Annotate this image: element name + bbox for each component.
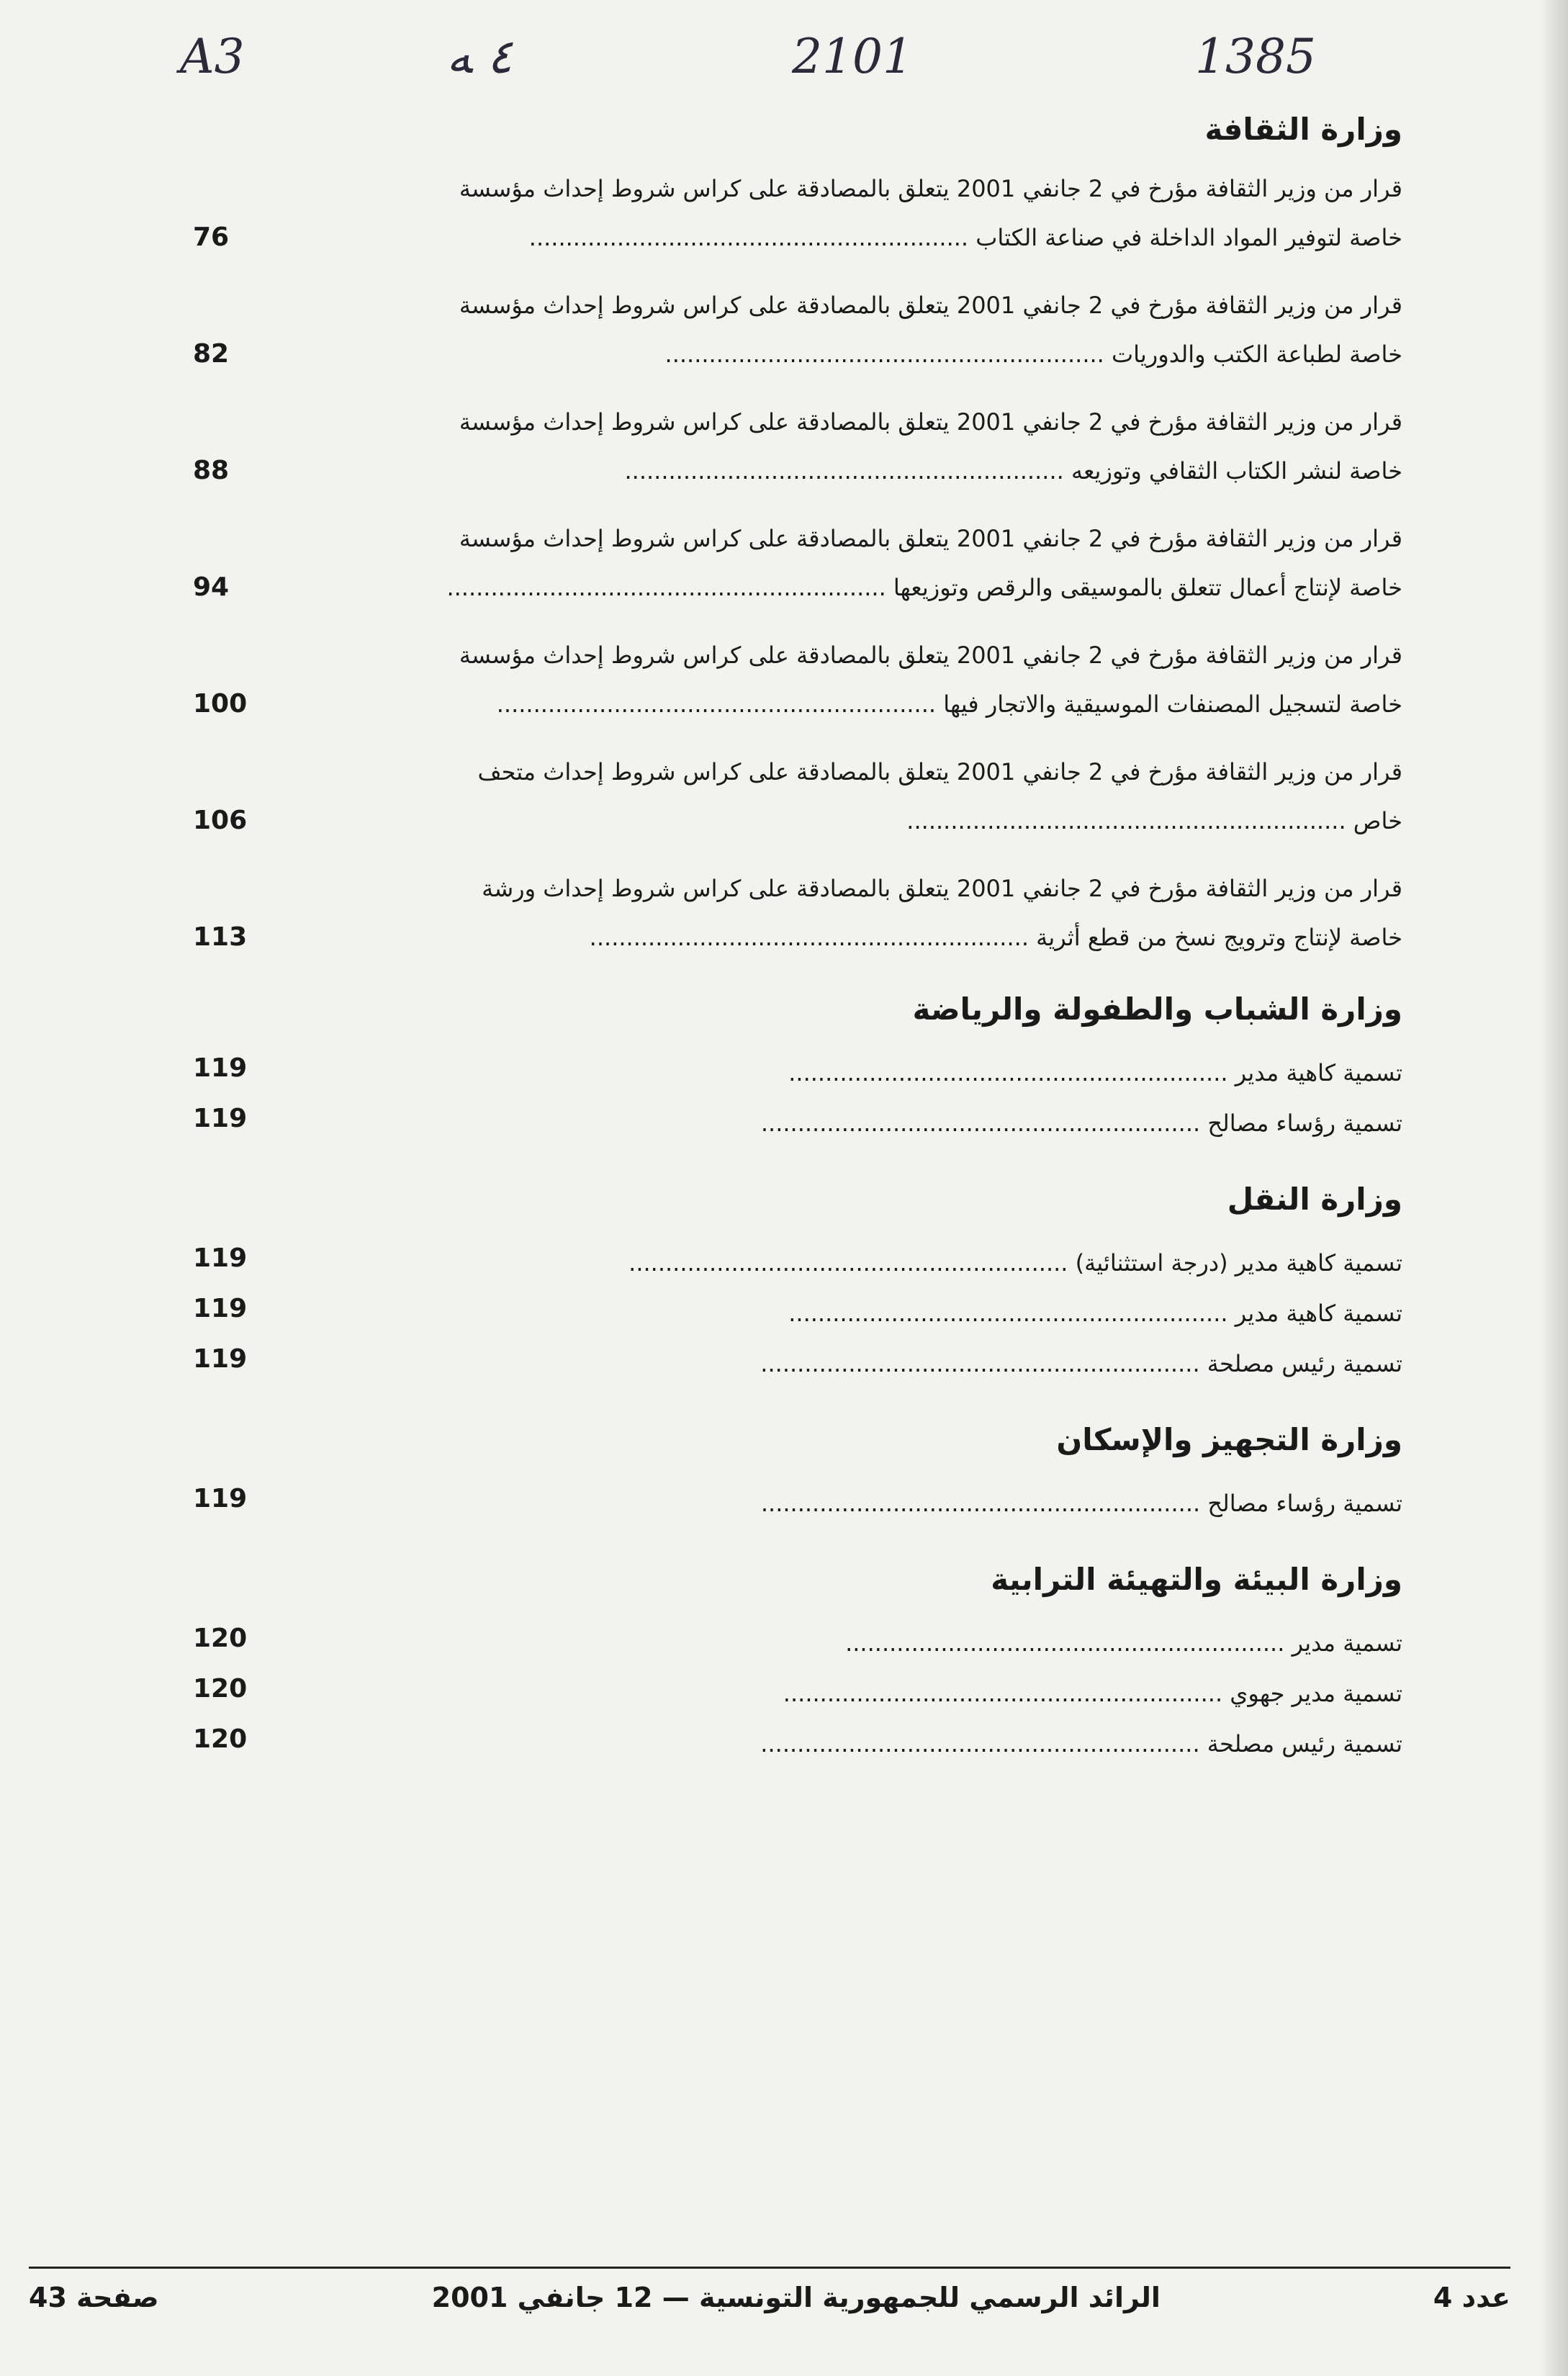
section-title: وزارة الشباب والطفولة والرياضة bbox=[912, 991, 1402, 1027]
toc-entry-text bbox=[359, 514, 1402, 612]
toc-entry bbox=[193, 514, 1402, 612]
toc-entry bbox=[193, 397, 1402, 495]
dot-leader: ............................................................ bbox=[906, 807, 1353, 834]
toc-entry bbox=[193, 1475, 1402, 1524]
toc-entry-line1: قرار من وزير الثقافة مؤرخ في 2 جانفي 2001 يتعلق بالمصادقة على كراس شروط إحداث مؤسسة bbox=[459, 525, 1402, 552]
toc-entry-text bbox=[359, 1724, 1402, 1764]
toc-entry-text bbox=[359, 747, 1402, 845]
toc-entry-text bbox=[359, 1103, 1402, 1143]
toc-entry-line2 bbox=[359, 563, 1402, 612]
toc-entry-caption: خاصة لإنتاج أعمال تتعلق بالموسيقى والرقص وتوزيعها bbox=[893, 574, 1402, 601]
table-of-contents bbox=[193, 108, 1402, 1765]
toc-entry-line2 bbox=[359, 1623, 1402, 1663]
toc-page-number: 120 bbox=[193, 1724, 248, 1754]
toc-entry bbox=[193, 1284, 1402, 1333]
dot-leader: ............................................................ bbox=[589, 924, 1037, 951]
toc-page-number: 119 bbox=[193, 1053, 248, 1083]
dot-leader: ............................................................ bbox=[760, 1350, 1207, 1377]
toc-entry-line2 bbox=[359, 213, 1402, 262]
toc-page-number: 94 bbox=[193, 572, 230, 602]
toc-entry bbox=[193, 1234, 1402, 1283]
toc-entry-line1: قرار من وزير الثقافة مؤرخ في 2 جانفي 2001 يتعلق بالمصادقة على كراس شروط إحداث مؤسسة bbox=[459, 292, 1402, 319]
dot-leader: ............................................................ bbox=[664, 341, 1112, 368]
toc-entry bbox=[193, 1094, 1402, 1143]
toc-entry-line2 bbox=[359, 680, 1402, 729]
toc-entry-caption: خاصة لتسجيل المصنفات الموسيقية والاتجار فيها bbox=[943, 690, 1402, 718]
dot-leader: ............................................................ bbox=[783, 1680, 1230, 1707]
toc-entry-text bbox=[359, 1344, 1402, 1384]
toc-entry-caption: تسمية مدير bbox=[1292, 1629, 1402, 1657]
toc-entry-text bbox=[359, 1053, 1402, 1093]
section-gap bbox=[193, 981, 1402, 988]
toc-entry-text bbox=[359, 1243, 1402, 1283]
dot-leader: ............................................................ bbox=[788, 1059, 1235, 1086]
dot-leader: ............................................................ bbox=[496, 690, 944, 718]
toc-entry-line2 bbox=[359, 1053, 1402, 1093]
toc-page-number: 119 bbox=[193, 1294, 248, 1323]
toc-entry-text bbox=[359, 397, 1402, 495]
toc-entry-line1: قرار من وزير الثقافة مؤرخ في 2 جانفي 2001 يتعلق بالمصادقة على كراس شروط إحداث مؤسسة bbox=[459, 642, 1402, 669]
toc-entry-text bbox=[359, 1623, 1402, 1663]
toc-entry-line1: قرار من وزير الثقافة مؤرخ في 2 جانفي 2001 يتعلق بالمصادقة على كراس شروط إحداث متحف bbox=[477, 758, 1402, 786]
toc-entry-line2 bbox=[359, 1293, 1402, 1333]
toc-entry-line2 bbox=[359, 1483, 1402, 1524]
toc-entry-text bbox=[359, 1673, 1402, 1714]
toc-page-number: 120 bbox=[193, 1624, 248, 1653]
toc-entry-text bbox=[359, 164, 1402, 262]
section-title: وزارة الثقافة bbox=[1204, 112, 1402, 147]
toc-entry-line2 bbox=[359, 446, 1402, 495]
toc-entry-text bbox=[359, 1293, 1402, 1333]
toc-entry-text bbox=[359, 281, 1402, 379]
handwritten-note-mid: 2101 bbox=[792, 29, 913, 84]
footer-title: الرائد الرسمي للجمهورية التونسية — 12 جانفي 2001 bbox=[431, 2282, 1161, 2313]
toc-entry-caption: خاصة لطباعة الكتب والدوريات bbox=[1112, 341, 1402, 368]
footer-issue: عدد 4 bbox=[1433, 2282, 1510, 2313]
toc-entry bbox=[193, 631, 1402, 729]
toc-entry-caption: تسمية مدير جهوي bbox=[1230, 1680, 1402, 1707]
toc-page-number: 88 bbox=[193, 456, 230, 485]
section-gap bbox=[193, 1385, 1402, 1418]
section-gap bbox=[193, 1525, 1402, 1558]
toc-page-number: 119 bbox=[193, 1243, 248, 1273]
dot-leader: ............................................................ bbox=[624, 457, 1071, 485]
handwritten-note-right: 1385 bbox=[1195, 29, 1316, 84]
toc-entry-caption: خاص bbox=[1353, 807, 1402, 834]
toc-entry-line2 bbox=[359, 1724, 1402, 1764]
toc-entry-caption: خاصة لتوفير المواد الداخلة في صناعة الكتاب bbox=[976, 224, 1402, 251]
toc-entry bbox=[193, 1614, 1402, 1663]
toc-page-number: 119 bbox=[193, 1104, 248, 1133]
dot-leader: ............................................................ bbox=[845, 1629, 1292, 1657]
toc-entry-line2 bbox=[359, 796, 1402, 845]
toc-entry-text bbox=[359, 864, 1402, 962]
toc-entry-caption: خاصة لإنتاج وترويج نسخ من قطع أثرية bbox=[1036, 924, 1402, 951]
toc-page-number: 76 bbox=[193, 222, 230, 252]
toc-entry-caption: تسمية رئيس مصلحة bbox=[1207, 1730, 1402, 1758]
toc-entry-line1: قرار من وزير الثقافة مؤرخ في 2 جانفي 2001 يتعلق بالمصادقة على كراس شروط إحداث ورشة bbox=[482, 875, 1402, 902]
toc-entry bbox=[193, 1715, 1402, 1764]
toc-entry-caption: تسمية كاهية مدير (درجة استثنائية) bbox=[1075, 1249, 1402, 1277]
toc-entry bbox=[193, 747, 1402, 845]
section-title: وزارة البيئة والتهيئة الترابية bbox=[991, 1562, 1402, 1597]
dot-leader: ............................................................ bbox=[760, 1730, 1207, 1758]
toc-entry bbox=[193, 164, 1402, 262]
toc-entry bbox=[193, 864, 1402, 962]
toc-page-number: 113 bbox=[193, 922, 248, 952]
toc-entry-caption: تسمية رؤساء مصالح bbox=[1207, 1110, 1402, 1137]
toc-entry-caption: خاصة لنشر الكتاب الثقافي وتوزيعه bbox=[1071, 457, 1402, 485]
page-footer bbox=[29, 2267, 1510, 2313]
toc-entry-line2 bbox=[359, 330, 1402, 379]
toc-entry-caption: تسمية رؤساء مصالح bbox=[1207, 1490, 1402, 1517]
toc-entry-text bbox=[359, 1483, 1402, 1524]
toc-entry-line2 bbox=[359, 1243, 1402, 1283]
toc-entry-caption: تسمية كاهية مدير bbox=[1235, 1300, 1402, 1327]
toc-entry bbox=[193, 1665, 1402, 1714]
section-title: وزارة النقل bbox=[1227, 1182, 1402, 1217]
toc-entry-line2 bbox=[359, 1344, 1402, 1384]
footer-page: صفحة 43 bbox=[29, 2282, 159, 2313]
dot-leader: ............................................................ bbox=[528, 224, 976, 251]
toc-page-number: 120 bbox=[193, 1674, 248, 1704]
toc-page-number: 82 bbox=[193, 339, 230, 369]
toc-page-number: 106 bbox=[193, 806, 248, 835]
dot-leader: ............................................................ bbox=[628, 1249, 1076, 1277]
toc-entry-line2 bbox=[359, 1103, 1402, 1143]
dot-leader: ............................................................ bbox=[446, 574, 893, 601]
toc-page-number: 119 bbox=[193, 1484, 248, 1513]
toc-entry-line1: قرار من وزير الثقافة مؤرخ في 2 جانفي 2001 يتعلق بالمصادقة على كراس شروط إحداث مؤسسة bbox=[459, 175, 1402, 202]
toc-entry-line2 bbox=[359, 1673, 1402, 1714]
handwritten-note-left: A3 bbox=[180, 29, 245, 84]
toc-entry bbox=[193, 1335, 1402, 1384]
toc-entry bbox=[193, 281, 1402, 379]
toc-entry-text bbox=[359, 631, 1402, 729]
toc-entry-caption: تسمية كاهية مدير bbox=[1235, 1059, 1402, 1086]
toc-entry bbox=[193, 1044, 1402, 1093]
toc-entry-caption: تسمية رئيس مصلحة bbox=[1207, 1350, 1402, 1377]
toc-entry-line1: قرار من وزير الثقافة مؤرخ في 2 جانفي 2001 يتعلق بالمصادقة على كراس شروط إحداث مؤسسة bbox=[459, 408, 1402, 436]
handwritten-note-mid-left: ٤ ﻪ bbox=[446, 29, 513, 84]
toc-page-number: 100 bbox=[193, 689, 248, 719]
dot-leader: ............................................................ bbox=[760, 1110, 1208, 1137]
page-edge-shadow bbox=[1539, 0, 1568, 2376]
toc-entry-line2 bbox=[359, 913, 1402, 962]
section-title: وزارة التجهيز والإسكان bbox=[1056, 1422, 1402, 1457]
dot-leader: ............................................................ bbox=[788, 1300, 1235, 1327]
toc-page-number: 119 bbox=[193, 1344, 248, 1374]
dot-leader: ............................................................ bbox=[760, 1490, 1208, 1517]
section-gap bbox=[193, 1145, 1402, 1178]
